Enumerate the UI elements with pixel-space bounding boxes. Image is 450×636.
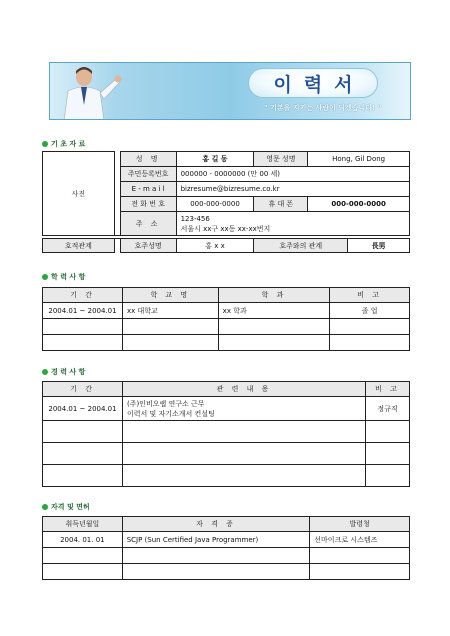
- eng-name-label: 영문 성명: [254, 152, 308, 167]
- rrn-label: 주민등록번호: [120, 167, 176, 182]
- cert-header-name: 자 격 증: [122, 517, 310, 532]
- career-table: [42, 381, 410, 487]
- section-career-label: 경 력 사 항: [42, 367, 85, 377]
- family-relation-label: 호적관계: [43, 239, 115, 253]
- edu-header-school: 학 교 명: [122, 288, 218, 303]
- education-table: [42, 287, 410, 351]
- cert-header-issuer: 발령청: [310, 517, 410, 532]
- banner-title-plate: [248, 68, 378, 98]
- name-label: 성 명: [120, 152, 176, 167]
- rrn-value: 000000 - 0000000 (만 00 세): [176, 167, 409, 182]
- certs-table: [42, 516, 410, 580]
- mobile-value: 000-000-0000: [308, 197, 410, 212]
- table-row: [43, 319, 410, 335]
- basic-info-table: [42, 151, 410, 253]
- head-relation-value: 長男: [348, 239, 410, 253]
- table-row: [43, 335, 410, 351]
- businessman-icon: [54, 65, 124, 120]
- table-row: [43, 548, 410, 564]
- table-row: 2004. 01. 01 SCJP (Sun Certified Java Programmer) 선마이크로 시스템즈: [43, 532, 410, 548]
- head-name-value: 홍 x x: [176, 239, 254, 253]
- bullet-icon: [42, 369, 48, 375]
- head-name-label: 호주성명: [120, 239, 176, 253]
- edu-header-period: 기 간: [43, 288, 123, 303]
- edu-header-note: 비 고: [330, 288, 410, 303]
- section-certs-label: 자격 및 면허: [42, 502, 90, 512]
- table-row: [43, 421, 410, 443]
- banner-slogan: " 기본을 지키는 사람이 되겠습니다! ": [264, 104, 382, 112]
- eng-name-value: Hong, Gil Dong: [308, 152, 410, 167]
- phone-value: 000-000-0000: [176, 197, 254, 212]
- bullet-icon: [42, 504, 48, 510]
- photo-box: 사진: [43, 152, 115, 236]
- header-banner: [49, 62, 411, 120]
- table-row: 2004.01 ~ 2004.01 (주)인비오랩 연구소 근무 이력서 및 자기소개서 컨설팅 정규직: [43, 397, 410, 421]
- address-value: 123-456 서울시 xx구 xx동 xx-xx번지: [176, 212, 409, 236]
- table-row: [43, 564, 410, 580]
- table-row: 2004.01 ~ 2004.01 xx 대학교 xx 학과 졸 업: [43, 303, 410, 319]
- career-header-content: 관 련 내 용: [122, 382, 365, 397]
- edu-header-major: 학 과: [218, 288, 330, 303]
- career-header-note: 비 고: [366, 382, 410, 397]
- section-education-label: 학 력 사 항: [42, 272, 85, 282]
- table-row: [43, 465, 410, 487]
- table-row: [43, 443, 410, 465]
- head-relation-label: 호주와의 관계: [254, 239, 348, 253]
- cert-header-date: 취득년월일: [43, 517, 123, 532]
- address-label: 주 소: [120, 212, 176, 236]
- bullet-icon: [42, 141, 48, 147]
- mobile-label: 휴 대 폰: [254, 197, 308, 212]
- name-value: 홍 길 동: [176, 152, 254, 167]
- bullet-icon: [42, 274, 48, 280]
- email-value: bizresume@bizresume.co.kr: [176, 182, 409, 197]
- document-title: 이력서: [273, 73, 365, 96]
- phone-label: 전 화 번 호: [120, 197, 176, 212]
- email-label: E - m a i l: [120, 182, 176, 197]
- section-basic-label: 기 초 자 료: [42, 139, 85, 149]
- career-header-period: 기 간: [43, 382, 123, 397]
